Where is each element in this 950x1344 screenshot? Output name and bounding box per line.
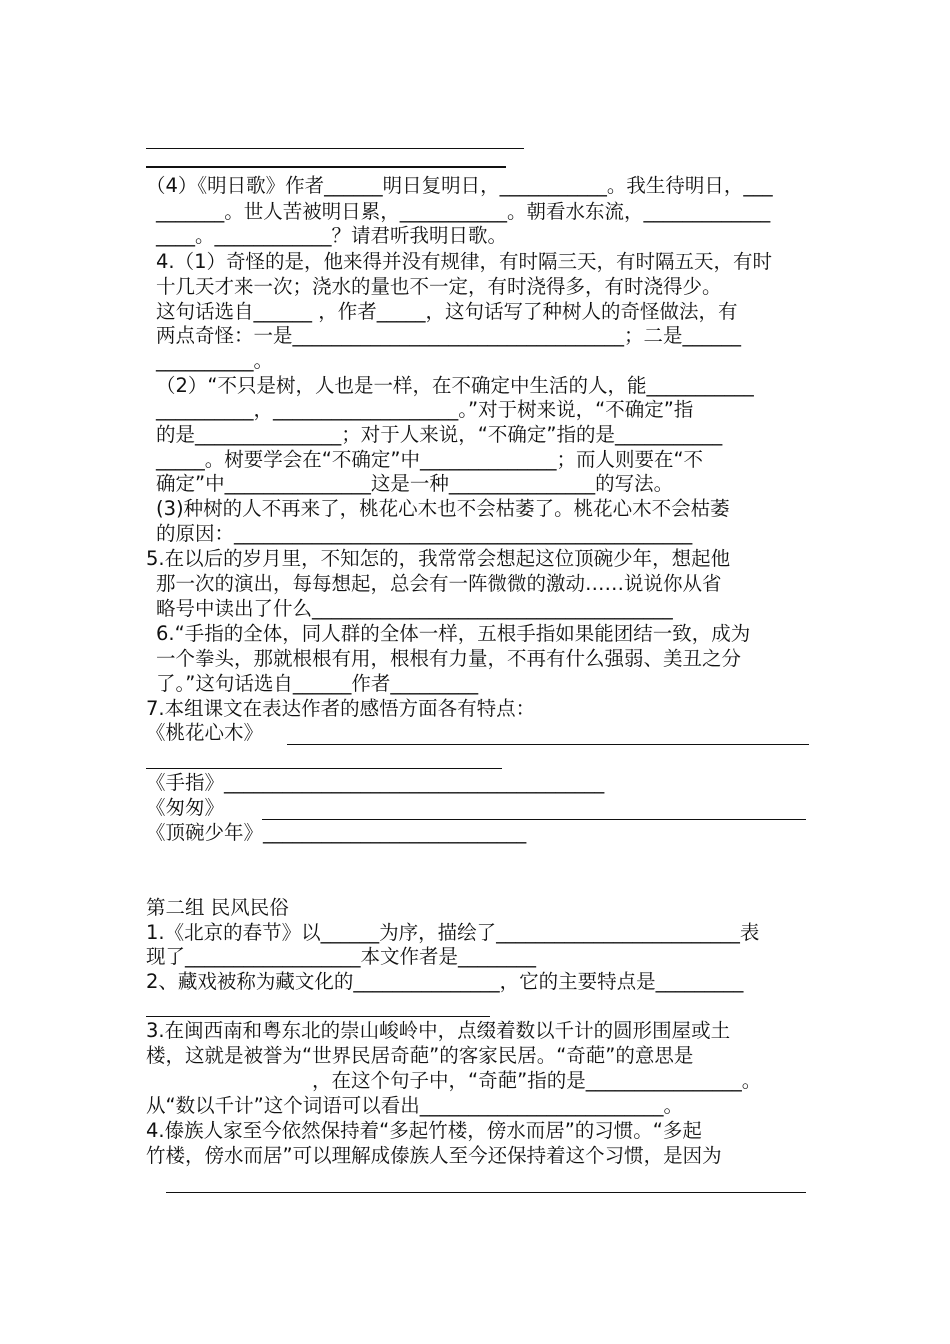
line-text: 3.在闽西南和粤东北的崇山峻岭中，点缀着数以千计的圆形围屋或土 (146, 1019, 731, 1042)
answer-line (146, 1016, 490, 1017)
text-line (156, 324, 741, 348)
line-text: 略号中读出了什么_____________________________________ (156, 597, 673, 620)
line-text: 两点奇怪：一是__________________________________；二是______ (156, 324, 742, 347)
text-line (156, 522, 692, 546)
text-line (146, 174, 773, 198)
line-text: ____。____________？请君听我明日歌。 (156, 224, 508, 247)
text-line (156, 647, 741, 671)
line-text: 这句话选自______ ，作者_____，这句话写了种树人的奇怪做法，有 (156, 300, 738, 323)
text-line (146, 1119, 702, 1143)
text-line (146, 796, 224, 820)
text-line (156, 349, 273, 373)
line-text: 的是_______________；对于人来说，“不确定”指的是___________ (156, 423, 723, 446)
text-line (156, 472, 673, 496)
section-heading (146, 896, 289, 920)
text-line (146, 970, 743, 994)
text-line (146, 547, 730, 571)
text-line (146, 945, 536, 969)
line-text: 7.本组课文在表达作者的感悟方面各有特点： (146, 697, 536, 720)
line-text: 从“数以千计”这个词语可以看出_________________________。 (146, 1094, 683, 1117)
answer-line (262, 819, 806, 820)
text-line (146, 1094, 683, 1118)
line-text: __________，___________________。”对于树来说，“不确定”指 (156, 398, 694, 421)
text-line (156, 672, 478, 696)
text-line (146, 771, 604, 795)
line-text: 竹楼，傍水而居”可以理解成傣族人至今还保持着这个习惯，是因为 (146, 1144, 722, 1167)
text-line (312, 1069, 761, 1093)
text-line (156, 597, 673, 621)
text-line (146, 1019, 730, 1043)
line-text: ，在这个句子中，“奇葩”指的是________________。 (312, 1069, 762, 1092)
answer-line (146, 166, 506, 168)
line-text: 6.“手指的全体，同人群的全体一样，五根手指如果能团结一致，成为 (156, 622, 751, 645)
answer-line (166, 1192, 806, 1193)
line-text: （2）“不只是树，人也是一样，在不确定中生活的人，能___________ (156, 374, 754, 397)
line-text: 那一次的演出，每每想起，总会有一阵微微的激动……说说你从省 (156, 572, 722, 595)
line-text: (3)种树的人不再来了，桃花心木也不会枯萎了。桃花心木不会枯萎 (156, 497, 730, 520)
line-text: 1.《北京的春节》以______为序，描绘了_________________________表 (146, 921, 760, 944)
line-text: 《匆匆》 (146, 796, 225, 819)
text-line (156, 398, 693, 422)
text-line (156, 572, 722, 596)
text-line (156, 374, 754, 398)
line-text: 2、藏戏被称为藏文化的_______________，它的主要特点是_________ (146, 970, 744, 993)
text-line (146, 821, 526, 845)
text-line (156, 448, 703, 472)
text-line (156, 250, 772, 274)
answer-line (146, 768, 502, 769)
answer-line (146, 148, 524, 149)
answer-line (287, 744, 809, 745)
line-text: 《顶碗少年》___________________________ (146, 821, 527, 844)
text-line (156, 200, 770, 224)
text-line (146, 1044, 693, 1068)
line-text: 4.（1）奇怪的是，他来得并没有规律，有时隔三天，有时隔五天，有时 (156, 250, 773, 273)
text-line (156, 300, 737, 324)
line-text: __________。 (156, 349, 274, 372)
line-text: 了。”这句话选自______作者_________ (156, 672, 479, 695)
text-line (146, 921, 759, 945)
line-text: _____。树要学会在“不确定”中______________；而人则要在“不 (156, 448, 704, 471)
line-text: 确定”中_______________这是一种_______________的写法。 (156, 472, 674, 495)
line-text: 现了__________________本文作者是________ (146, 945, 537, 968)
line-text: （4）《明日歌》作者______明日复明日，___________。我生待明日，___ (146, 174, 773, 197)
text-line (146, 721, 263, 745)
line-text: 第二组 民风民俗 (146, 896, 289, 919)
line-text: 十几天才来一次；浇水的量也不一定，有时浇得多，有时浇得少。 (156, 275, 722, 298)
text-line (146, 1144, 722, 1168)
text-line (156, 275, 722, 299)
line-text: 一个拳头，那就根根有用，根根有力量，不再有什么强弱、美丑之分 (156, 647, 742, 670)
text-line (146, 697, 535, 721)
line-text: 的原因：_______________________________________________ (156, 522, 693, 545)
text-line (156, 497, 730, 521)
text-line (156, 423, 722, 447)
line-text: 《桃花心木》 (146, 721, 264, 744)
text-line (156, 224, 507, 248)
text-line (156, 622, 750, 646)
line-text: 5.在以后的岁月里，不知怎的，我常常会想起这位顶碗少年，想起他 (146, 547, 731, 570)
line-text: _______。世人苦被明日累，___________。朝看水东流，_____________ (156, 200, 771, 223)
line-text: 《手指》_______________________________________ (146, 771, 605, 794)
line-text: 楼，这就是被誉为“世界民居奇葩”的客家民居。“奇葩”的意思是 (146, 1044, 694, 1067)
line-text: 4.傣族人家至今依然保持着“多起竹楼，傍水而居”的习惯。“多起 (146, 1119, 702, 1142)
